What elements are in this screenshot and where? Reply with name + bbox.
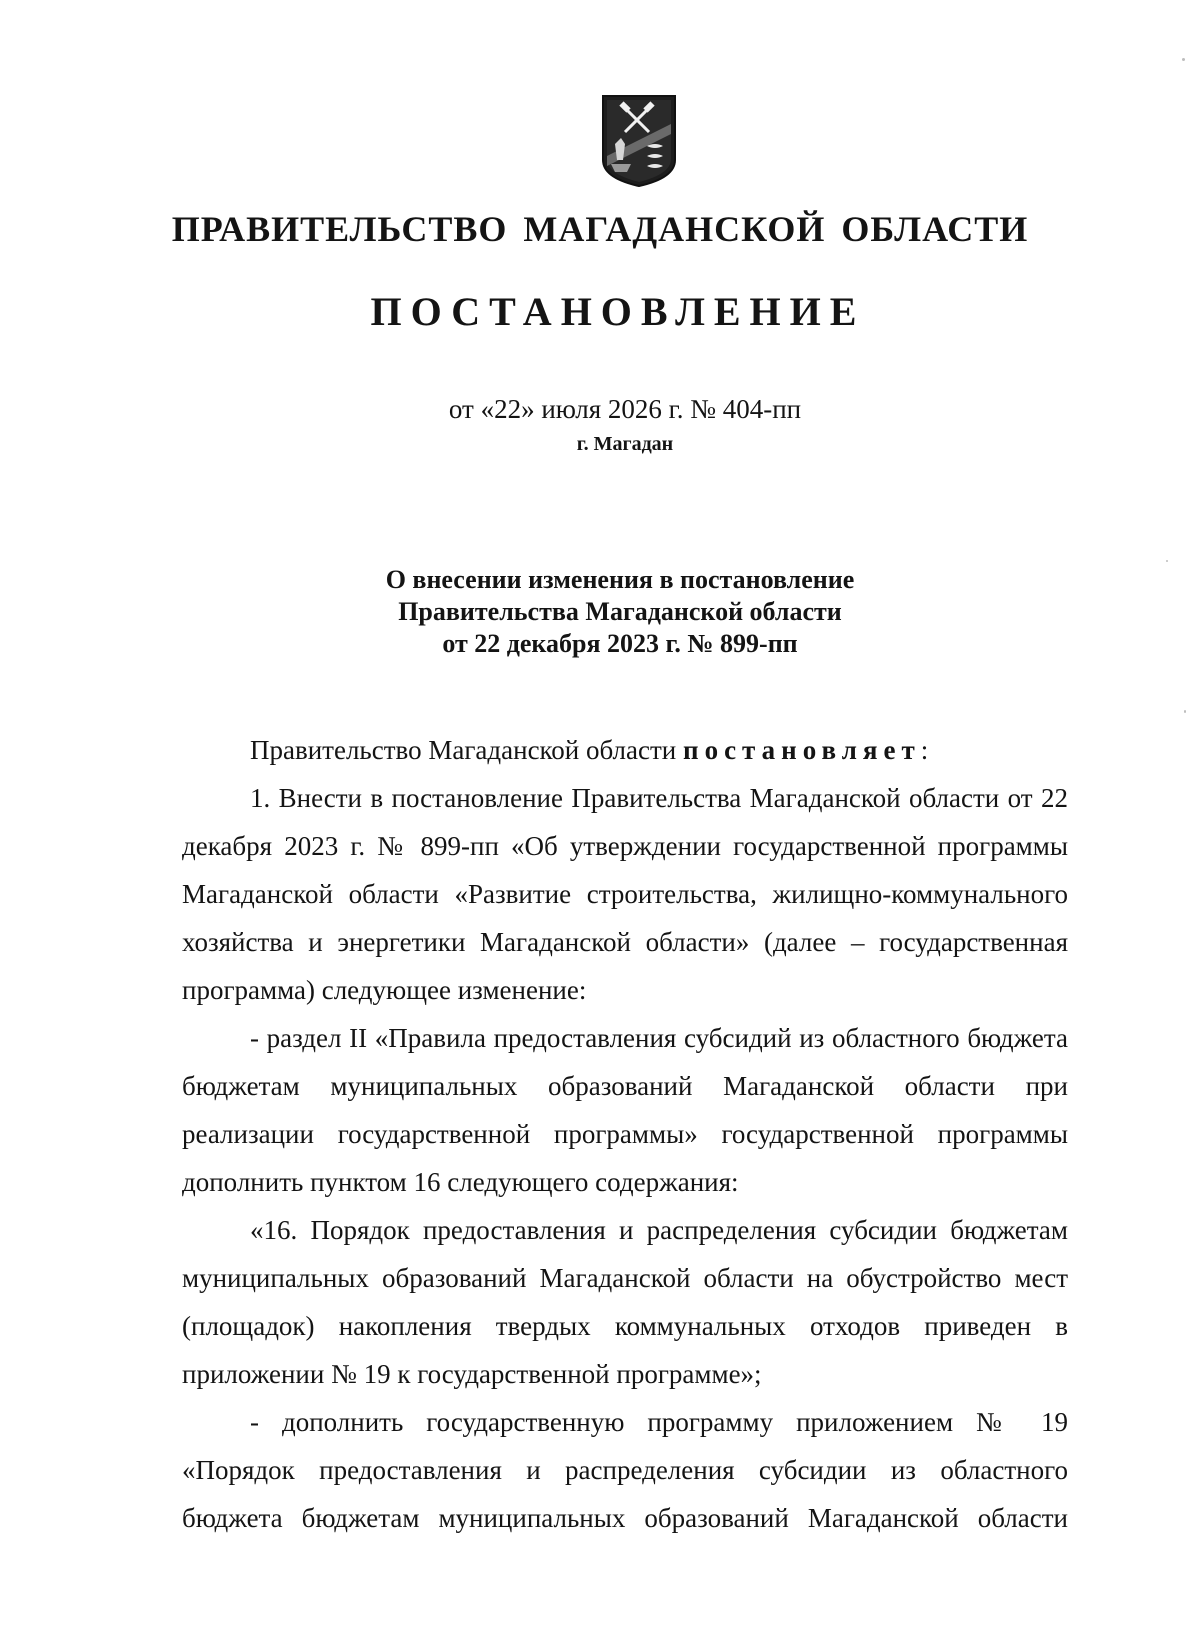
- intro-paragraph: [182, 726, 1068, 774]
- scan-speck: [1166, 560, 1168, 562]
- paragraph-4: - дополнить государственную программу приложением № 19 «Порядок предоставления и распределения субсидии из областного бюджета бюджетам муниципальных образований Магаданской области: [182, 1407, 1068, 1533]
- scan-speck: [1182, 58, 1185, 61]
- document-city: г. Магадан: [576, 433, 674, 455]
- coat-of-arms-icon: [601, 94, 677, 188]
- document-type-title: ПОСТАНОВЛЕНИЕ: [370, 289, 866, 334]
- intro-text: Правительство Магаданской области: [250, 735, 677, 765]
- document-body: [182, 726, 1068, 1542]
- paragraph-2: - раздел II «Правила предоставления субсидий из областного бюджета бюджетам муниципальных образований Магаданской области при реализации государственной программы» государственной программы дополнить пунктом 16 следующего содержания:: [182, 1023, 1068, 1197]
- subject-line: от 22 декабря 2023 г. № 899-пп: [442, 629, 798, 658]
- paragraph-3: «16. Порядок предоставления и распределения субсидии бюджетам муниципальных образований Магаданской области на обустройство мест (площадок) накопления твердых коммунальных отходов приведен в приложении № 19 к государственной программе»;: [182, 1215, 1068, 1389]
- subject-line: Правительства Магаданской области: [398, 597, 842, 626]
- document-subject: [0, 564, 1200, 660]
- subject-line: О внесении изменения в постановление: [385, 565, 855, 594]
- document-date-number: от «22» июля 2026 г. № 404-пп: [448, 394, 802, 424]
- government-title: ПРАВИТЕЛЬСТВО МАГАДАНСКОЙ ОБЛАСТИ: [171, 209, 1029, 249]
- intro-colon: :: [920, 735, 929, 765]
- scan-speck: [1184, 710, 1186, 713]
- intro-keyword: постановляет: [683, 735, 921, 765]
- paragraph-1: 1. Внести в постановление Правительства Магаданской области от 22 декабря 2023 г. № 899-пп «Об утверждении государственной программы Магаданской области «Развитие строительства, жилищно-коммунального хозяйства и энергетики Магаданской области» (далее – государственная программа) следующее изменение:: [182, 783, 1068, 1005]
